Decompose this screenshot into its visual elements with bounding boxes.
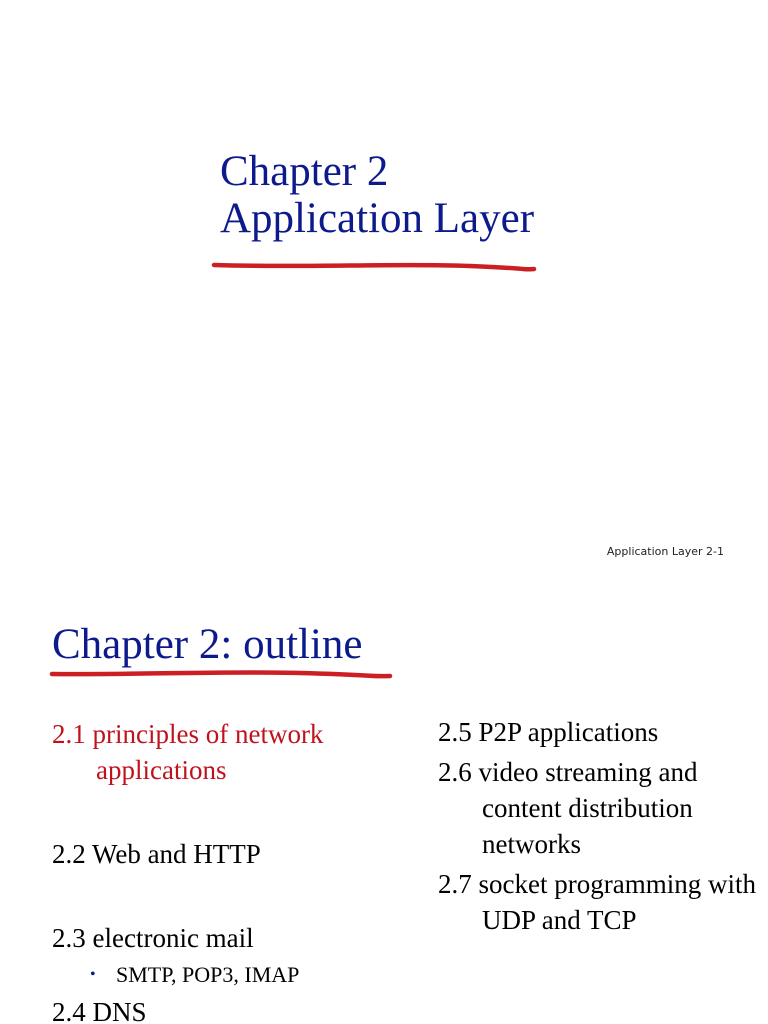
outline-subitem-label: SMTP, POP3, IMAP [116,962,300,987]
outline-left-column [52,716,392,1024]
outline-right-column [438,714,758,938]
slide-2 [0,576,768,1024]
outline-item-2-4: 2.4 DNS [52,997,147,1024]
slide-footer: Application Layer 2-1 [606,545,724,558]
outline-item-2-3: 2.3 electronic mail [52,923,254,953]
outline-item-2-6: 2.6 video streaming and content distribution networks [438,757,698,859]
outline-item-2-5: 2.5 P2P applications [438,717,659,747]
outline-item-2-7: 2.7 socket programming with UDP and TCP [438,869,756,935]
title-line-chapter: Chapter 2 [220,148,389,195]
outline-subitem [52,960,392,990]
bullet-icon: • [90,966,96,983]
outline-item-2-2: 2.2 Web and HTTP [52,839,261,869]
outline-item-2-1: 2.1 principles of network applications [52,719,324,785]
outline-title: Chapter 2: outline [52,621,363,668]
title-line-topic: Application Layer [220,195,535,242]
